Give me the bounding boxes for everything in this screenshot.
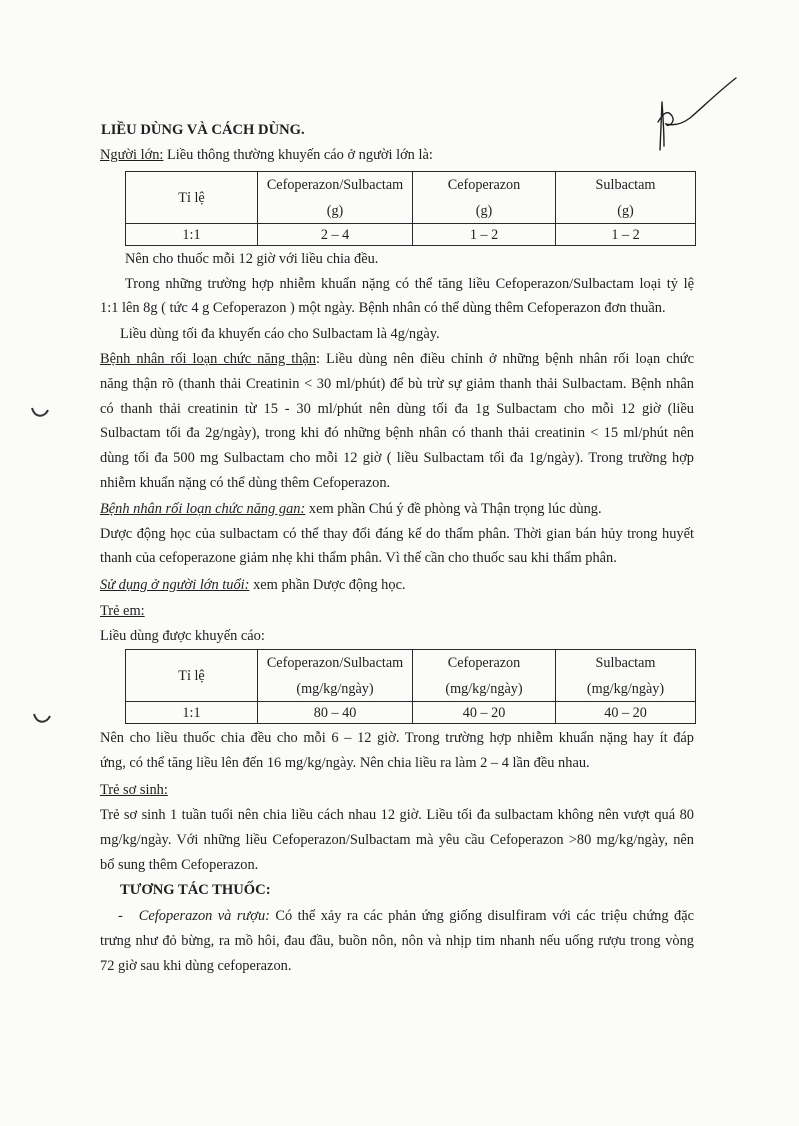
table-row [126, 224, 696, 246]
dosage-section-title: LIỀU DÙNG VÀ CÁCH DÙNG. [101, 122, 305, 138]
table-cell: 1:1 [126, 224, 258, 246]
adult-paragraph-1: Nên cho thuốc mỗi 12 giờ với liều chia đều. [125, 251, 379, 267]
table-header-cell: Tỉ lệ [126, 650, 258, 702]
bullet-dash: - [118, 908, 123, 924]
table-header-row [126, 172, 696, 224]
hepatic-label: Bệnh nhân rối loạn chức năng gan: [100, 501, 306, 517]
table-header-cell: Cefoperazon (mg/kg/ngày) [413, 650, 556, 702]
table-cell: 1:1 [126, 702, 258, 724]
newborn-line-2: mg/kg/ngày. Với những liều Cefoperazon/Sulbactam mà yêu cầu Cefoperazon >80 mg/kg/ngày, nên [100, 832, 694, 848]
newborn-line-3: bổ sung thêm Cefoperazon. [100, 857, 259, 873]
table-header-cell: Tỉ lệ [126, 172, 258, 224]
renal-line-2: năng thận rõ (thanh thải Creatinin < 30 ml/phút) để bù trừ sự giảm thanh thải Sulbactam. Bệnh nhân [100, 376, 694, 392]
table-header-cell: Cefoperazon/Sulbactam (mg/kg/ngày) [258, 650, 413, 702]
table-header-cell: Sulbactam (g) [556, 172, 696, 224]
newborn-line-1: Trẻ sơ sinh 1 tuần tuổi nên chia liều cách nhau 12 giờ. Liều tối đa sulbactam không nên vượt quá 80 [100, 807, 694, 823]
alcohol-line-3: 72 giờ sau khi dùng cefoperazon. [100, 958, 292, 974]
alcohol-line-1: - Cefoperazon và rượu: Có thể xảy ra các phản ứng giống disulfiram với các triệu chứng đặc [118, 908, 694, 924]
handwritten-initials [652, 72, 742, 162]
children-dosage-table [125, 649, 696, 724]
renal-line-5: dùng tối đa 500 mg Sulbactam cho mỗi 12 giờ ( liều Sulbactam tối đa 1g/ngày). Trong trường hợp [100, 450, 694, 466]
table-cell: 2 – 4 [258, 224, 413, 246]
adult-intro-line [100, 146, 433, 164]
children-intro: Liều dùng được khuyến cáo: [100, 628, 265, 644]
renal-line-1: Bệnh nhân rối loạn chức năng thận: Liều dùng nên điều chỉnh ở những bệnh nhân rối loạn chức [100, 351, 694, 367]
children-label: Trẻ em: [100, 603, 145, 619]
elderly-line: Sử dụng ở người lớn tuổi: xem phần Dược động học. [100, 577, 406, 593]
newborn-label: Trẻ sơ sinh: [100, 782, 168, 798]
table-header-cell: Sulbactam (mg/kg/ngày) [556, 650, 696, 702]
table-row [126, 702, 696, 724]
children-line-1: Nên cho liều thuốc chia đều cho mỗi 6 – 12 giờ. Trong trường hợp nhiễm khuẩn nặng hay ít đáp [100, 730, 694, 746]
dialysis-line-2: thanh của cefoperazone giảm nhẹ khi thẩm phân. Vì thế cần cho thuốc sau khi thẩm phân. [100, 550, 617, 566]
table-cell: 80 – 40 [258, 702, 413, 724]
table-header-cell: Cefoperazon (g) [413, 172, 556, 224]
alcohol-label: Cefoperazon và rượu: [138, 908, 270, 924]
adult-paragraph-3: Liều dùng tối đa khuyến cáo cho Sulbactam là 4g/ngày. [120, 326, 440, 342]
dialysis-line-1: Dược động học của sulbactam có thể thay đổi đáng kể do thẩm phân. Thời gian bán hủy trong huyết [100, 526, 694, 542]
elderly-label: Sử dụng ở người lớn tuổi: [100, 577, 250, 593]
children-line-2: ứng, có thể tăng liều lên đến 16 mg/kg/ngày. Nên chia liều ra làm 2 – 4 lần đều nhau. [100, 755, 590, 771]
adult-dosage-table [125, 171, 696, 246]
table-header-row [126, 650, 696, 702]
table-cell: 1 – 2 [556, 224, 696, 246]
adult-paragraph-2-line-2: 1:1 lên 8g ( tức 4 g Cefoperazon ) một ngày. Bệnh nhân có thể dùng thêm Cefoperazon đơn thuần. [100, 300, 666, 316]
alcohol-line-2: trưng như đỏ bừng, ra mồ hôi, đau đầu, buồn nôn, nôn và nhịp tim nhanh nếu uống rượu trong vòng [100, 933, 694, 949]
table-cell: 1 – 2 [413, 224, 556, 246]
renal-line-3: có thanh thải creatinin từ 15 - 30 ml/phút nên dùng tối đa 1g Sulbactam cho mỗi 12 giờ (liều [100, 401, 694, 417]
renal-label: Bệnh nhân rối loạn chức năng thận [100, 351, 316, 367]
table-cell: 40 – 20 [413, 702, 556, 724]
interactions-section-title: TƯƠNG TÁC THUỐC: [120, 882, 271, 898]
renal-line-4: Sulbactam tối đa 2g/ngày), trong khi đó những bệnh nhân có thanh thải creatinin < 15 ml/phút nên [100, 425, 694, 441]
adult-label: Người lớn: [100, 147, 164, 163]
binder-hole-mark-top [30, 406, 50, 420]
renal-line-6: nhiễm khuẩn nặng có thể dùng thêm Cefoperazon. [100, 475, 391, 491]
hepatic-line: Bệnh nhân rối loạn chức năng gan: xem phần Chú ý đề phòng và Thận trọng lúc dùng. [100, 501, 602, 517]
table-header-cell: Cefoperazon/Sulbactam (g) [258, 172, 413, 224]
adult-paragraph-2-line-1: Trong những trường hợp nhiễm khuẩn nặng có thể tăng liều Cefoperazon/Sulbactam loại tỷ lệ [125, 276, 694, 292]
binder-hole-mark-bottom [32, 712, 52, 726]
table-cell: 40 – 20 [556, 702, 696, 724]
adult-intro-text: Liều thông thường khuyến cáo ở người lớn là: [163, 147, 433, 163]
